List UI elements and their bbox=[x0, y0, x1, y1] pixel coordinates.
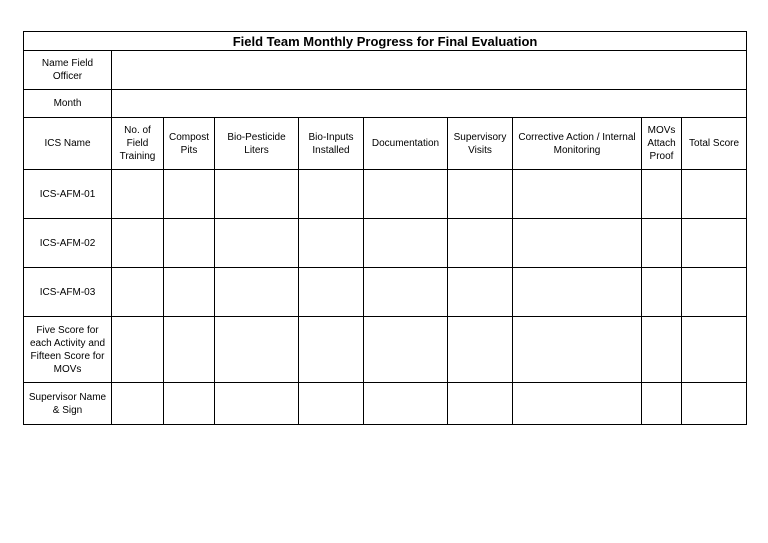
score-cell[interactable] bbox=[299, 268, 364, 317]
column-header: MOVs Attach Proof bbox=[642, 118, 682, 170]
column-header: Bio-Pesticide Liters bbox=[215, 118, 299, 170]
score-cell[interactable] bbox=[448, 219, 513, 268]
score-cell[interactable] bbox=[682, 170, 747, 219]
ics-name-cell: ICS-AFM-02 bbox=[24, 219, 112, 268]
signature-cell[interactable] bbox=[513, 383, 642, 425]
column-header: Bio-Inputs Installed bbox=[299, 118, 364, 170]
score-cell[interactable] bbox=[299, 317, 364, 383]
signature-cell[interactable] bbox=[448, 383, 513, 425]
score-cell[interactable] bbox=[164, 170, 215, 219]
signature-cell[interactable] bbox=[164, 383, 215, 425]
ics-name-header: ICS Name bbox=[24, 118, 112, 170]
score-cell[interactable] bbox=[448, 317, 513, 383]
column-header: Corrective Action / Internal Monitoring bbox=[513, 118, 642, 170]
score-cell[interactable] bbox=[642, 268, 682, 317]
score-note-row bbox=[24, 317, 747, 383]
score-cell[interactable] bbox=[112, 268, 164, 317]
column-header: Compost Pits bbox=[164, 118, 215, 170]
month-input[interactable] bbox=[112, 90, 747, 118]
score-cell[interactable] bbox=[513, 170, 642, 219]
score-cell[interactable] bbox=[164, 268, 215, 317]
column-header: Supervisory Visits bbox=[448, 118, 513, 170]
score-cell[interactable] bbox=[448, 268, 513, 317]
score-cell[interactable] bbox=[215, 268, 299, 317]
score-cell[interactable] bbox=[215, 170, 299, 219]
score-cell[interactable] bbox=[215, 219, 299, 268]
ics-name-cell: ICS-AFM-03 bbox=[24, 268, 112, 317]
month-label: Month bbox=[24, 90, 112, 118]
column-header: Total Score bbox=[682, 118, 747, 170]
score-cell[interactable] bbox=[364, 219, 448, 268]
column-header-row bbox=[24, 118, 747, 170]
table-row bbox=[24, 268, 747, 317]
score-cell[interactable] bbox=[513, 219, 642, 268]
score-cell[interactable] bbox=[682, 219, 747, 268]
signature-cell[interactable] bbox=[299, 383, 364, 425]
ics-name-cell: ICS-AFM-01 bbox=[24, 170, 112, 219]
signature-cell[interactable] bbox=[112, 383, 164, 425]
score-cell[interactable] bbox=[299, 170, 364, 219]
name-field-officer-input[interactable] bbox=[112, 51, 747, 90]
evaluation-form-table bbox=[23, 31, 747, 425]
signature-cell[interactable] bbox=[364, 383, 448, 425]
signature-cell[interactable] bbox=[642, 383, 682, 425]
column-header: No. of Field Training bbox=[112, 118, 164, 170]
score-cell[interactable] bbox=[164, 317, 215, 383]
score-cell[interactable] bbox=[364, 317, 448, 383]
signature-cell[interactable] bbox=[215, 383, 299, 425]
score-cell[interactable] bbox=[513, 317, 642, 383]
score-cell[interactable] bbox=[364, 170, 448, 219]
score-cell[interactable] bbox=[642, 219, 682, 268]
supervisor-label: Supervisor Name & Sign bbox=[24, 383, 112, 425]
score-cell[interactable] bbox=[642, 170, 682, 219]
score-cell[interactable] bbox=[215, 317, 299, 383]
score-cell[interactable] bbox=[682, 268, 747, 317]
column-header: Documentation bbox=[364, 118, 448, 170]
score-cell[interactable] bbox=[164, 219, 215, 268]
form-title: Field Team Monthly Progress for Final Evaluation bbox=[24, 32, 747, 51]
score-cell[interactable] bbox=[364, 268, 448, 317]
score-cell[interactable] bbox=[112, 219, 164, 268]
table-row bbox=[24, 219, 747, 268]
score-note-label: Five Score for each Activity and Fifteen Score for MOVs bbox=[24, 317, 112, 383]
table-row bbox=[24, 170, 747, 219]
score-cell[interactable] bbox=[112, 317, 164, 383]
signature-cell[interactable] bbox=[682, 383, 747, 425]
score-cell[interactable] bbox=[112, 170, 164, 219]
name-field-officer-label: Name Field Officer bbox=[24, 51, 112, 90]
score-cell[interactable] bbox=[682, 317, 747, 383]
score-cell[interactable] bbox=[642, 317, 682, 383]
supervisor-row bbox=[24, 383, 747, 425]
score-cell[interactable] bbox=[448, 170, 513, 219]
score-cell[interactable] bbox=[299, 219, 364, 268]
score-cell[interactable] bbox=[513, 268, 642, 317]
